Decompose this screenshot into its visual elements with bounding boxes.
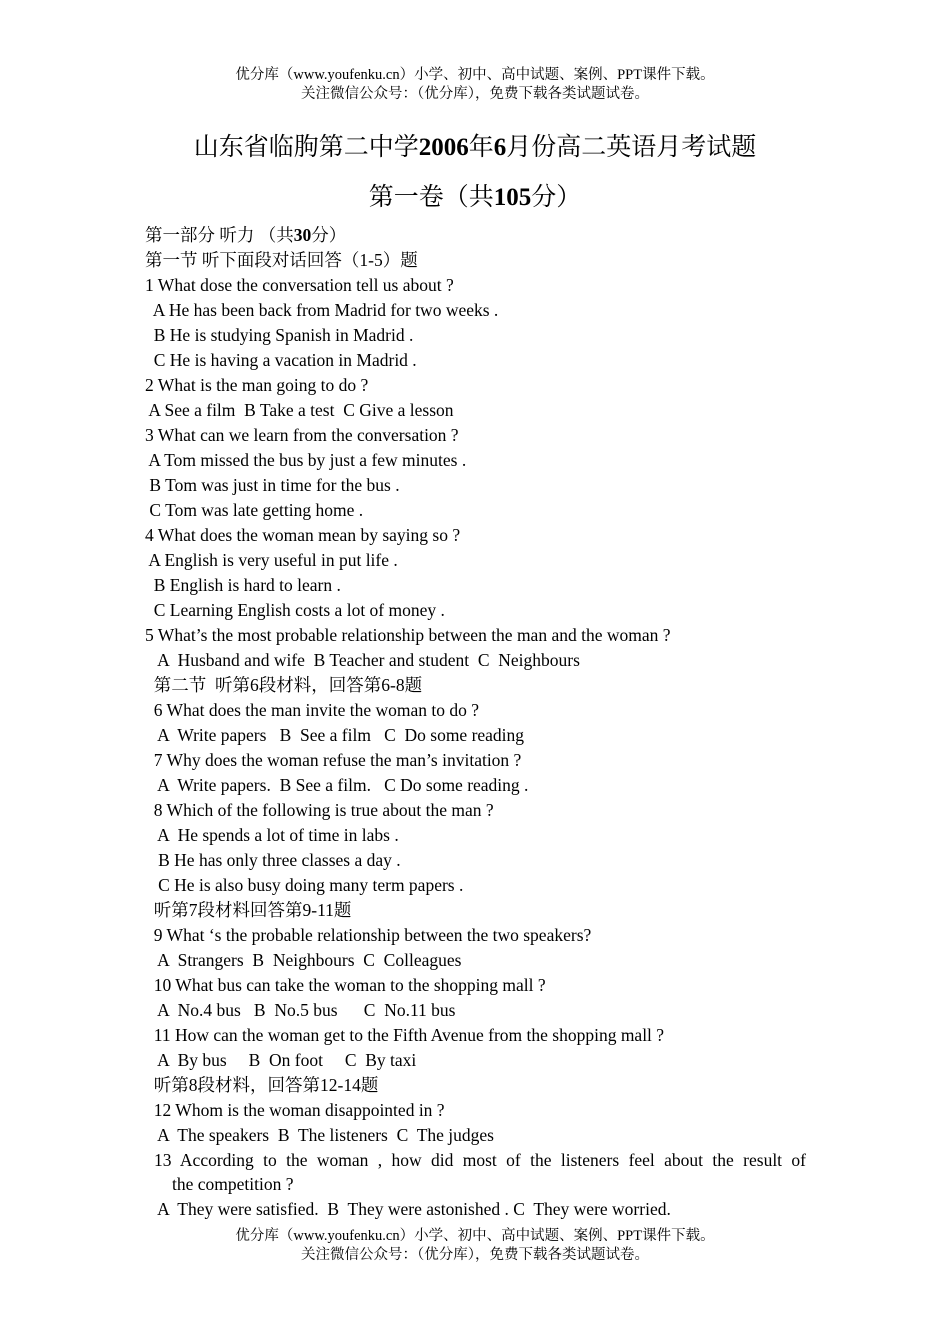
page-header xyxy=(0,66,950,104)
option-line: C Learning English costs a lot of money . xyxy=(145,600,445,620)
option-line: A The speakers B The listeners C The judges xyxy=(145,1125,494,1145)
header-line-2: 关注微信公众号：（优分库），免费下载各类试题试卷。 xyxy=(301,86,649,102)
option-line: C Tom was late getting home . xyxy=(145,500,364,520)
option-line: A They were satisfied. B They were astonished . C They were worried. xyxy=(145,1199,671,1219)
exam-title xyxy=(0,131,950,165)
question-13-line-1: 13 According to the woman , how did most of the listeners feel about the result of xyxy=(154,1150,806,1170)
section-1-heading xyxy=(145,223,346,248)
text-line: 第一节 听下面段对话回答（1-5）题 xyxy=(145,250,418,270)
option-line: B English is hard to learn . xyxy=(145,575,341,595)
option-line: B He has only three classes a day . xyxy=(145,850,401,870)
section-1-label: 第一部分 听力 （共 xyxy=(145,225,294,245)
question-line: 2 What is the man going to do ? xyxy=(145,375,369,395)
option-line: A See a film B Take a test C Give a lesson xyxy=(145,400,454,420)
section-heading: 第二节 听第6段材料，回答第6-8题 xyxy=(145,675,423,695)
exam-title-school: 山东省临朐第二中学 xyxy=(193,134,419,161)
question-line: 4 What does the woman mean by saying so ? xyxy=(145,525,461,545)
question-line: 8 Which of the following is true about the man ? xyxy=(145,800,494,820)
option-line: C He is having a vacation in Madrid . xyxy=(145,350,417,370)
section-heading: 听第7段材料回答第9-11题 xyxy=(145,900,352,920)
option-line: B Tom was just in time for the bus . xyxy=(145,475,400,495)
question-line: 1 What dose the conversation tell us about ? xyxy=(145,275,454,295)
question-line: 10 What bus can take the woman to the shopping mall ? xyxy=(145,975,546,995)
volume-title-score: 105 xyxy=(493,184,532,211)
footer-line-1: 优分库（www.youfenku.cn）小学、初中、高中试题、案例、PPT课件下载。 xyxy=(235,1228,715,1244)
exam-title-year-suffix: 年 xyxy=(468,134,494,161)
section-1-label-end: 分） xyxy=(311,225,347,245)
option-line: A He has been back from Madrid for two weeks . xyxy=(145,300,499,320)
section-heading: 听第8段材料，回答第12-14题 xyxy=(145,1075,379,1095)
question-line: 11 How can the woman get to the Fifth Avenue from the shopping mall ? xyxy=(145,1025,665,1045)
question-line: 9 What ‘s the probable relationship between the two speakers? xyxy=(145,925,592,945)
footer-line-2: 关注微信公众号：（优分库），免费下载各类试题试卷。 xyxy=(301,1247,649,1263)
option-line: A By bus B On foot C By taxi xyxy=(145,1050,417,1070)
section-1-score: 30 xyxy=(293,225,312,245)
option-line: A Write papers. B See a film. C Do some reading . xyxy=(145,775,529,795)
volume-title-post: 分） xyxy=(531,184,582,211)
option-line: C He is also busy doing many term papers . xyxy=(145,875,464,895)
option-line: A No.4 bus B No.5 bus C No.11 bus xyxy=(145,1000,456,1020)
exam-title-rest: 月份高二英语月考试题 xyxy=(506,134,757,161)
question-line: 6 What does the man invite the woman to do ? xyxy=(145,700,480,720)
option-line: B He is studying Spanish in Madrid . xyxy=(145,325,414,345)
option-line: A Write papers B See a film C Do some reading xyxy=(145,725,525,745)
option-line: A Tom missed the bus by just a few minutes . xyxy=(145,450,467,470)
question-line: 12 Whom is the woman disappointed in ? xyxy=(145,1100,445,1120)
question-13-line-2: the competition ? xyxy=(172,1174,294,1194)
question-line: 7 Why does the woman refuse the man’s invitation ? xyxy=(145,750,522,770)
option-line: A He spends a lot of time in labs . xyxy=(145,825,399,845)
exam-title-month: 6 xyxy=(493,134,507,161)
volume-title-pre: 第一卷（共 xyxy=(368,184,494,211)
exam-title-year: 2006 xyxy=(418,134,469,161)
volume-title xyxy=(0,181,950,215)
question-line: 3 What can we learn from the conversation ? xyxy=(145,425,459,445)
header-line-1: 优分库（www.youfenku.cn）小学、初中、高中试题、案例、PPT课件下载。 xyxy=(235,67,715,83)
option-line: A Husband and wife B Teacher and student C Neighbours xyxy=(145,650,580,670)
option-line: A Strangers B Neighbours C Colleagues xyxy=(145,950,462,970)
option-line: A English is very useful in put life . xyxy=(145,550,398,570)
page-footer xyxy=(0,1227,950,1265)
question-line: 5 What’s the most probable relationship between the man and the woman ? xyxy=(145,625,671,645)
